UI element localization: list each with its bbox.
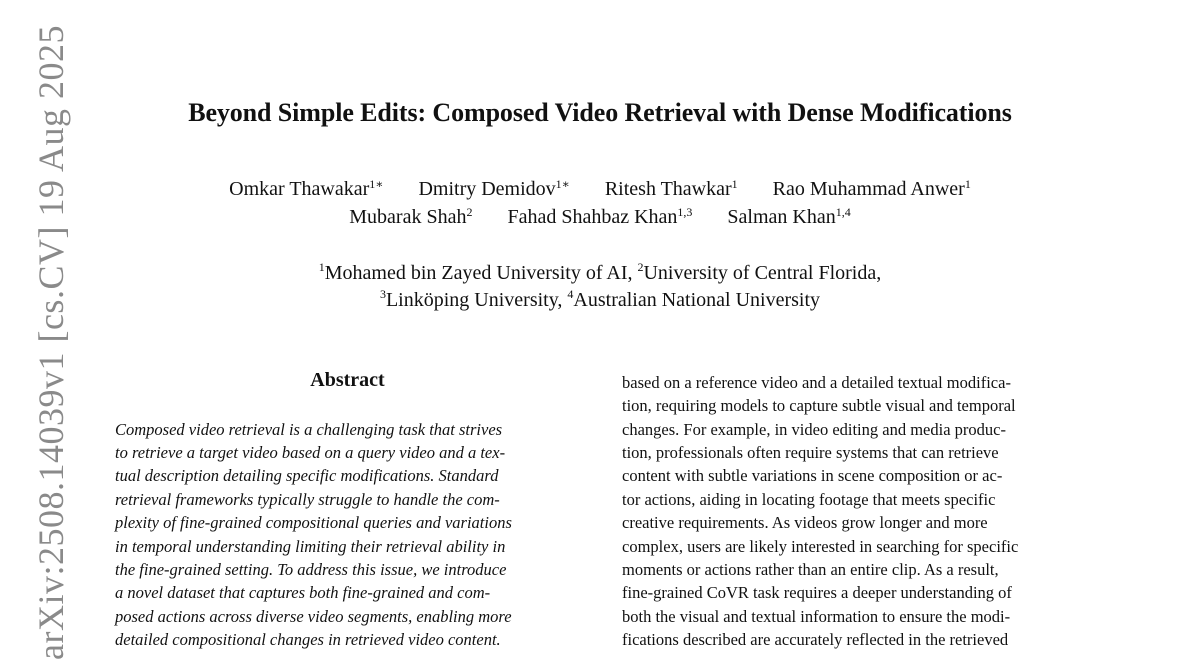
body-text-line: tion, professionals often require systems that can retrieve bbox=[622, 443, 999, 462]
abstract-line: tual description detailing specific modifications. Standard bbox=[115, 466, 499, 485]
author-name: Dmitry Demidov bbox=[418, 178, 556, 200]
abstract-heading: Abstract bbox=[310, 369, 385, 391]
body-text-line: changes. For example, in video editing and media produc- bbox=[622, 420, 1006, 439]
author-name: Omkar Thawakar bbox=[229, 178, 370, 200]
author bbox=[418, 178, 569, 200]
author-affiliation-mark: 1,3 bbox=[677, 205, 693, 219]
abstract-line: to retrieve a target video based on a query video and a tex- bbox=[115, 443, 506, 462]
affiliations-line-2 bbox=[0, 289, 1200, 312]
author-name: Ritesh Thawkar bbox=[604, 178, 732, 200]
author-name: Rao Muhammad Anwer bbox=[772, 178, 965, 200]
abstract-line: the fine-grained setting. To address this issue, we introduce bbox=[115, 560, 507, 579]
body-text-line: creative requirements. As videos grow longer and more bbox=[622, 513, 988, 532]
paper-title: Beyond Simple Edits: Composed Video Retrieval with Dense Modifications bbox=[188, 98, 1012, 127]
affiliation-name: Australian National University bbox=[573, 289, 821, 311]
author-affiliation-mark: 1∗ bbox=[369, 177, 384, 191]
affiliation-name: Mohamed bin Zayed University of AI, bbox=[324, 262, 638, 284]
author-affiliation-mark: 2 bbox=[466, 205, 473, 219]
affiliation-name: Linköping University, bbox=[385, 289, 568, 311]
affiliation-mark: 3 bbox=[379, 287, 386, 301]
abstract-line: retrieval frameworks typically struggle to handle the com- bbox=[115, 490, 500, 509]
author-list-line-2 bbox=[0, 206, 1200, 229]
affiliation-mark: 2 bbox=[637, 260, 644, 274]
body-text-line: tor actions, aiding in locating footage that meets specific bbox=[622, 490, 996, 509]
author-name: Salman Khan bbox=[727, 206, 836, 228]
body-text-line: fications described are accurately reflected in the retrieved bbox=[622, 630, 1009, 649]
author-affiliation-mark: 1 bbox=[964, 177, 971, 191]
affiliation-mark: 4 bbox=[567, 287, 574, 301]
arxiv-identifier-stamp: arXiv:2508.14039v1 [cs.CV] 19 Aug 2025 bbox=[31, 25, 71, 660]
affiliation-mark: 1 bbox=[318, 260, 325, 274]
abstract-line: plexity of fine-grained compositional queries and variations bbox=[115, 513, 512, 532]
author bbox=[773, 178, 971, 200]
body-text-line: moments or actions rather than an entire clip. As a result, bbox=[622, 560, 999, 579]
body-text-line: tion, requiring models to capture subtle visual and temporal bbox=[622, 396, 1016, 415]
abstract-line: a novel dataset that captures both fine-grained and com- bbox=[115, 583, 491, 602]
author-affiliation-mark: 1∗ bbox=[555, 177, 570, 191]
author-list-line-1 bbox=[0, 178, 1200, 201]
author bbox=[229, 178, 383, 200]
body-text-line: both the visual and textual information to ensure the modi- bbox=[622, 607, 1011, 626]
author-name: Mubarak Shah bbox=[349, 206, 467, 228]
body-text-line: complex, users are likely interested in searching for specific bbox=[622, 537, 1019, 556]
author-affiliation-mark: 1,4 bbox=[835, 205, 851, 219]
affiliations-line-1 bbox=[0, 262, 1200, 285]
body-text-line: based on a reference video and a detailed textual modifica- bbox=[622, 373, 1011, 392]
author bbox=[605, 178, 738, 200]
author-name: Fahad Shahbaz Khan bbox=[507, 206, 678, 228]
abstract-line: Composed video retrieval is a challenging task that strives bbox=[115, 420, 503, 439]
abstract-line: detailed compositional changes in retrieved video content. bbox=[115, 630, 501, 649]
abstract-line: in temporal understanding limiting their retrieval ability in bbox=[115, 537, 506, 556]
abstract-line: posed actions across diverse video segments, enabling more bbox=[115, 607, 512, 626]
author bbox=[349, 206, 472, 228]
affiliation-name: University of Central Florida, bbox=[643, 262, 882, 284]
author bbox=[727, 206, 850, 228]
author bbox=[507, 206, 692, 228]
body-text-line: fine-grained CoVR task requires a deeper understanding of bbox=[622, 583, 1012, 602]
author-affiliation-mark: 1 bbox=[731, 177, 738, 191]
body-text-line: content with subtle variations in scene composition or ac- bbox=[622, 466, 1003, 485]
